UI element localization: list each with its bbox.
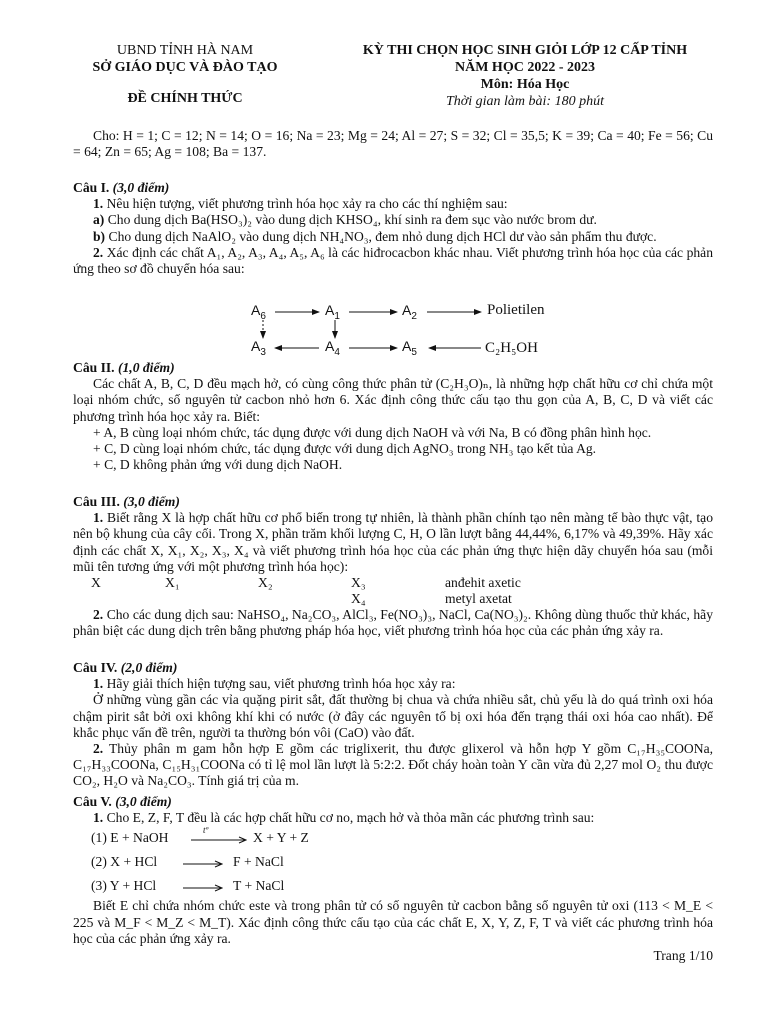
q2-points: (1,0 điểm) (117, 360, 175, 375)
q1-title: Câu I. (73, 180, 110, 195)
chain-x3: X₃ (351, 575, 366, 591)
chain-x1: X₁ (165, 575, 180, 591)
q3-title: Câu III. (73, 494, 120, 509)
q1-b-label: b) (93, 228, 106, 244)
scheme-a6: $A_6$ (251, 302, 266, 322)
eq2-left: (2) X + HCl (91, 854, 158, 870)
q1-a-text: Cho dung dịch Ba(HSO₃)₂ vào dung dịch KHSO₄, khí sinh ra đem sục vào nước brom dư. (107, 212, 597, 228)
scheme-c2h5oh: C₂H₅OH (485, 340, 538, 356)
header-right (320, 42, 730, 110)
atomic-masses-block (73, 128, 713, 160)
question-4 (73, 660, 713, 790)
reaction-scheme (245, 300, 565, 360)
scheme-a1: $A_1$ (325, 302, 340, 322)
official-exam-label: ĐỀ CHÍNH THỨC (127, 91, 243, 106)
scheme-a4: $A_4$ (325, 338, 340, 358)
school-year: NĂM HỌC 2022 - 2023 (455, 60, 595, 75)
q1-part2-number: 2. (93, 244, 104, 260)
q4-title: Câu IV. (73, 660, 118, 675)
question-3 (73, 494, 713, 639)
q5-part1-number: 1. (93, 810, 104, 826)
q3-chain (73, 575, 713, 607)
q1-part1-text: Nêu hiện tượng, viết phương trình hóa học xảy ra cho các thí nghiệm sau: (106, 196, 508, 212)
q5-part1-conditions: Biết E chỉ chứa nhóm chức este và trong phân tử có số nguyên tử cacbon bằng số nguyên tử oxi (113 < M_E < 225 và M_F < M_Z < M_T). Xác định công thức cấu tạo của các chất E, X, Y, Z, F, T và viết các phương trình hóa học của các phản ứng xảy ra. (73, 898, 713, 946)
eq1-right: X + Y + Z (253, 830, 309, 846)
q4-part2-number: 2. (93, 741, 104, 757)
eq3-arrow (183, 884, 223, 892)
q3-points: (3,0 điểm) (123, 494, 180, 509)
scheme-a3: $A_3$ (251, 338, 266, 358)
question-5 (73, 794, 713, 947)
q5-points: (3,0 điểm) (115, 794, 172, 809)
eq2-arrow (183, 860, 223, 868)
q2-condition-3: + C, D không phản ứng với dung dịch NaOH. (93, 457, 343, 473)
chain-x2: X₂ (258, 575, 273, 591)
q2-condition-1: + A, B cùng loại nhóm chức, tác dụng được với dung dịch NaOH và với Na, B có đồng phân hình học. (93, 424, 652, 440)
q5-title: Câu V. (73, 794, 112, 809)
header-left (70, 42, 300, 107)
time-limit: Thời gian làm bài: 180 phút (446, 94, 604, 109)
department-name: SỞ GIÁO DỤC VÀ ĐÀO TẠO (92, 60, 278, 75)
q3-part1-text: Biết rằng X là hợp chất hữu cơ phổ biến trong tự nhiên, là thành phần chính tạo nên màng tế bào thực vật, tạo nên bộ khung của cây cối. Trong X, phần trăm khối lượng C, H, O lần lượt bằng 44,44%, 6,17% và 49,39%. Hãy xác định các chất X, X₁, X₂, X₃, X₄ và viết phương trình hóa học của các phản ứng thực hiện dãy chuyển hóa sau (mỗi mũi tên tương ứng với một phương trình hóa học): (73, 510, 714, 574)
chain-x4: X₄ (351, 591, 366, 607)
q4-part1-detail: Ở những vùng gần các vỉa quặng pirit sắt, đất thường bị chua và chứa nhiều sắt, chủ yếu là do quá trình oxi hóa chậm pirit sắt bởi oxi không khí khi có nước (ở đây các nguyên tố bị oxi hóa đến trạng thái oxi hóa cao nhất). Để khắc phục vấn đề trên, người ta thường bón vôi (CaO) vào đất. (73, 692, 713, 740)
q2-title: Câu II. (73, 360, 115, 375)
question-1 (73, 180, 713, 277)
q4-part1-text: Hãy giải thích hiện tượng sau, viết phương trình hóa học xảy ra: (106, 676, 456, 692)
exam-title: KỲ THI CHỌN HỌC SINH GIỎI LỚP 12 CẤP TỈNH (362, 43, 688, 58)
scheme-a5: $A_5$ (402, 338, 417, 358)
eq3-left: (3) Y + HCl (91, 878, 157, 894)
q1-part2-text: Xác định các chất A₁, A₂, A₃, A₄, A₅, A₆ là các hiđrocacbon khác nhau. Viết phương trình hóa học của các phản ứng theo sơ đồ chuyển hóa sau: (73, 244, 713, 277)
q5-equations (91, 826, 713, 898)
page-number: Trang 1/10 (653, 948, 713, 963)
chain-x: X (91, 575, 101, 591)
eq1-condition: tº (203, 825, 209, 836)
q3-part1-number: 1. (93, 510, 104, 526)
q4-points: (2,0 điểm) (120, 660, 178, 675)
q3-part2-text: Cho các dung dịch sau: NaHSO₄, Na₂CO₃, AlCl₃, Fe(NO₃)₃, NaCl, Ca(NO₃)₂. Không dùng thuốc thử khác, hãy phân biệt các dung dịch trên bằng phương pháp hóa học, viết phương trình hóa học của các phản ứng xảy ra. (73, 607, 714, 639)
scheme-polietilen: Polietilen (487, 302, 545, 318)
q1-points: (3,0 điểm) (112, 180, 170, 195)
q1-part1-number: 1. (93, 196, 104, 212)
scheme-a2: $A_2$ (402, 302, 417, 322)
q1-b-text: Cho dung dịch NaAlO₂ vào dung dịch NH₄NO₃, đem nhỏ dung dịch HCl dư vào sản phẩm thu được. (108, 228, 657, 244)
chain-andehit: anđehit axetic (445, 575, 521, 591)
eq1-arrow (191, 836, 247, 844)
question-2 (73, 360, 713, 473)
q4-part1-number: 1. (93, 676, 104, 692)
province-committee: UBND TỈNH HÀ NAM (116, 43, 254, 58)
subject: Môn: Hóa Học (480, 77, 570, 92)
q5-part1-text: Cho E, Z, F, T đều là các hợp chất hữu cơ no, mạch hở và thỏa mãn các phương trình sau: (106, 810, 595, 826)
q3-part2-number: 2. (93, 607, 104, 623)
chain-metyl: metyl axetat (445, 591, 512, 607)
q1-a-label: a) (93, 212, 105, 228)
atomic-masses: Cho: H = 1; C = 12; N = 14; O = 16; Na = 23; Mg = 24; Al = 27; S = 32; Cl = 35,5; K = 39; Ca = 40; Fe = 56; Cu = 64; Zn = 65; Ag = 108; Ba = 137. (73, 128, 713, 160)
eq2-right: F + NaCl (233, 854, 284, 870)
q2-condition-2: + C, D cùng loại nhóm chức, tác dụng được với dung dịch AgNO₃ trong NH₃ tạo kết tủa Ag. (93, 441, 597, 457)
q4-part2-text: Thủy phân m gam hỗn hợp E gồm các triglixerit, thu được glixerol và hỗn hợp Y gồm C₁₇H₃₅COONa, C₁₇H₃₃COONa, C₁₅H₃₁COONa có tỉ lệ mol lần lượt là 5:2:2. Đốt cháy hoàn toàn Y cần vừa đủ 2,27 mol O₂ thu được CO₂, H₂O và Na₂CO₃. Tính giá trị của m. (73, 741, 714, 789)
eq3-right: T + NaCl (233, 878, 285, 894)
q2-text: Các chất A, B, C, D đều mạch hở, có cùng công thức phân tử (C₂H₃O)ₙ, là những hợp chất hữu cơ chỉ chứa một loại nhóm chức, số nguyên tử cacbon nhỏ hơn 6. Xác định công thức cấu tạo thu gọn của A, B, C, D và viết các phương trình hóa học xảy ra. Biết: (73, 376, 713, 424)
eq1-left: (1) E + NaOH (91, 830, 169, 846)
